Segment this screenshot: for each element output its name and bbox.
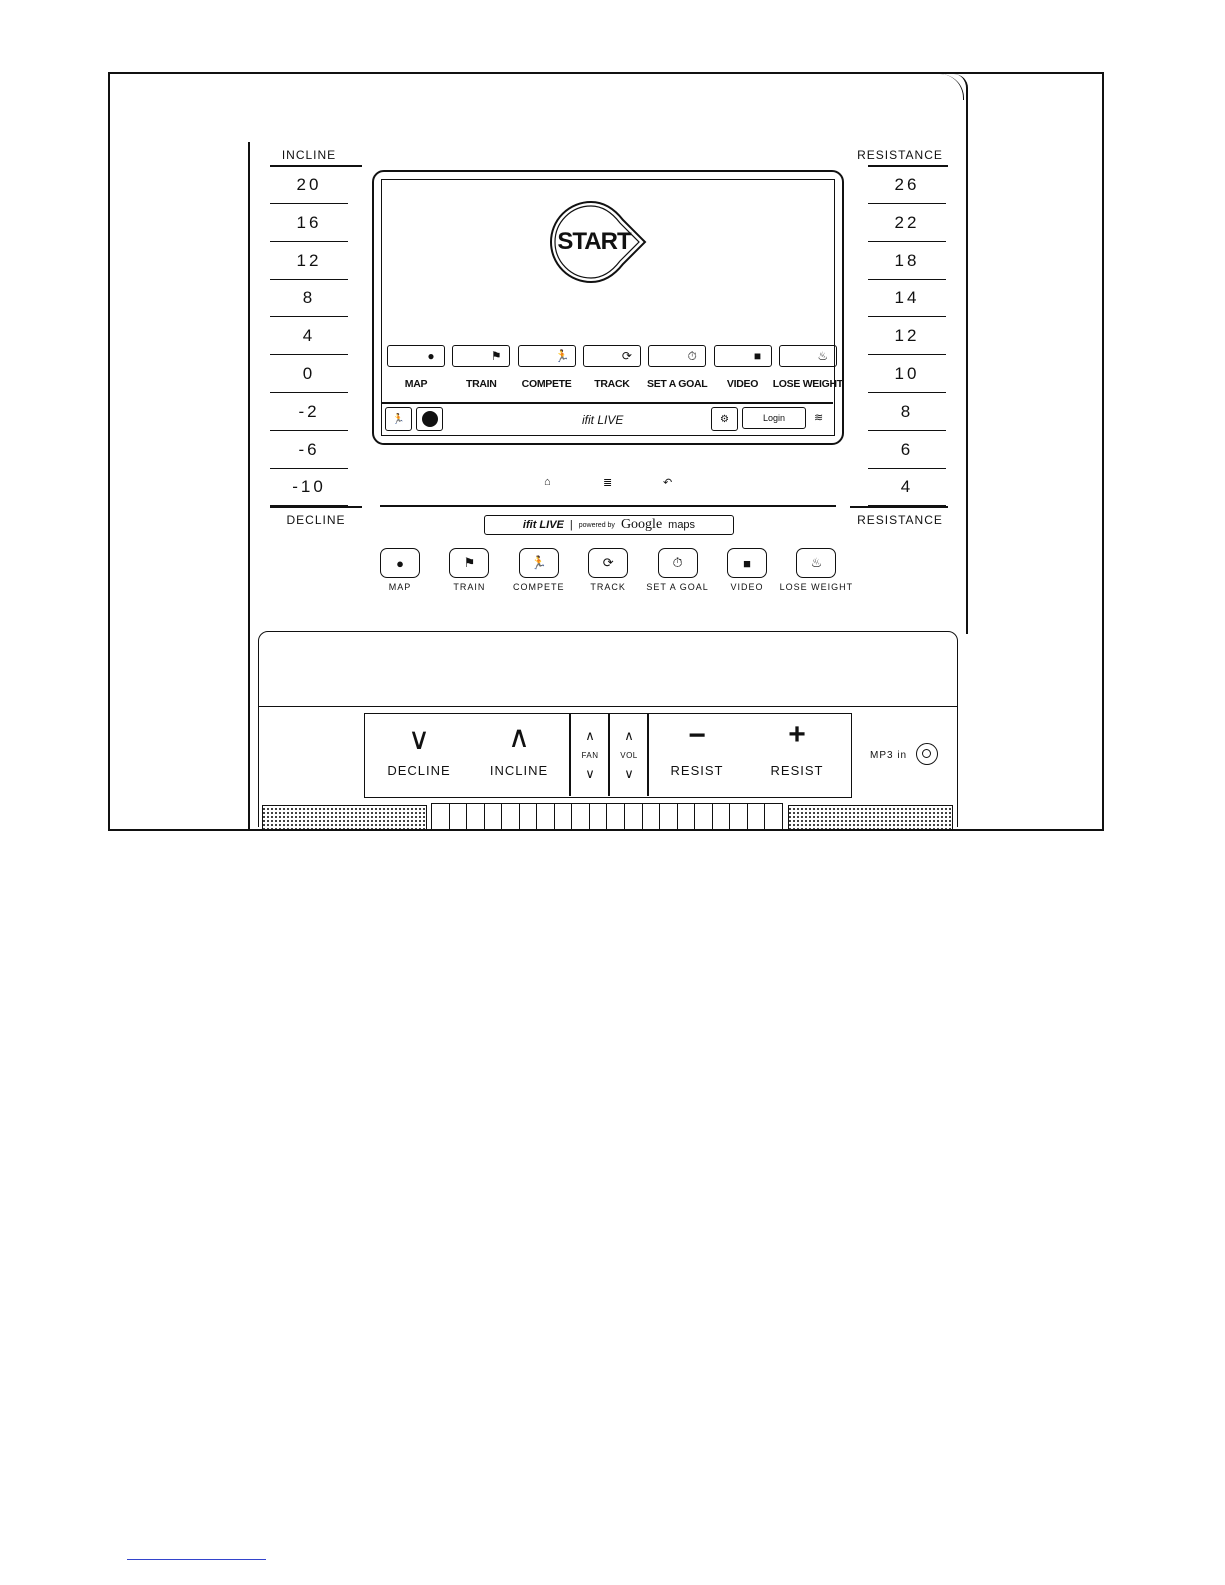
map-pin-icon: ● xyxy=(396,555,404,571)
screen-tile-label: TRACK xyxy=(594,378,630,390)
fan-vents xyxy=(431,803,783,831)
ifit-live-badge-text: ifit LIVE xyxy=(522,519,564,531)
screen-tile-label: COMPETE xyxy=(521,378,572,390)
settings-button[interactable] xyxy=(711,407,738,431)
incline-value: 16 xyxy=(270,205,348,242)
resistance-value: 8 xyxy=(868,394,946,431)
back-icon[interactable]: ↶ xyxy=(663,477,673,489)
screen-tile-label: VIDEO xyxy=(726,378,759,390)
start-button[interactable] xyxy=(549,200,633,284)
ifit-google-maps-badge xyxy=(484,515,734,535)
ifit-live-logo: ifit LIVE xyxy=(582,413,624,427)
stopwatch-icon: ⏱ xyxy=(687,349,697,363)
video-camera-icon: ■ xyxy=(753,349,762,363)
console-divider xyxy=(380,505,836,507)
screen-tile-label: TRAIN xyxy=(466,378,497,390)
globe-button[interactable] xyxy=(416,407,443,431)
key-lose-weight-button[interactable] xyxy=(796,548,836,578)
incline-value: 12 xyxy=(270,243,348,280)
runner-icon: 🏃 xyxy=(530,555,547,570)
console-right-edge xyxy=(954,74,968,634)
ctrl-separator-1 xyxy=(569,714,571,796)
key-train-button[interactable] xyxy=(449,548,489,578)
incline-footer-line xyxy=(270,506,362,508)
decline-footer: DECLINE xyxy=(286,513,346,527)
key-label: TRAIN xyxy=(453,582,486,592)
key-label: VIDEO xyxy=(730,582,764,592)
resistance-value: 6 xyxy=(868,432,946,469)
control-button-box xyxy=(364,713,852,798)
resistance-value: 18 xyxy=(868,243,946,280)
home-icon[interactable]: ⌂ xyxy=(544,476,551,488)
incline-button[interactable]: INCLINE xyxy=(489,763,549,778)
incline-arrow-icon: ∧ xyxy=(508,721,530,754)
footer-underline xyxy=(127,1559,266,1560)
resistance-value: 12 xyxy=(868,318,946,355)
screen-tile-label: MAP xyxy=(404,378,428,390)
screen-tile-lose-weight[interactable] xyxy=(779,345,837,367)
resistance-value: 4 xyxy=(868,469,946,506)
track-arrows-icon: ⟳ xyxy=(602,555,614,570)
video-camera-icon: ■ xyxy=(743,555,751,571)
key-map-button[interactable] xyxy=(380,548,420,578)
key-set-a-goal-button[interactable] xyxy=(658,548,698,578)
mp3-jack-icon[interactable] xyxy=(916,743,938,765)
flame-icon: ♨ xyxy=(817,349,829,363)
volume-up-button[interactable]: ∧ xyxy=(624,728,634,743)
console-left-edge xyxy=(248,142,250,831)
resistance-value: 14 xyxy=(868,280,946,317)
coach-icon: ⚑ xyxy=(463,555,476,570)
resistance-value: 22 xyxy=(868,205,946,242)
map-pin-icon: ● xyxy=(427,349,435,363)
accessory-tray xyxy=(258,631,958,707)
resist-decrease-button[interactable]: RESIST xyxy=(670,763,724,778)
badge-separator: | xyxy=(569,519,573,531)
google-text: Google xyxy=(620,517,663,532)
key-track-button[interactable] xyxy=(588,548,628,578)
volume-down-button[interactable]: ∨ xyxy=(624,766,634,781)
incline-value: 4 xyxy=(270,318,348,355)
globe-icon xyxy=(422,411,438,427)
decline-button[interactable]: DECLINE xyxy=(387,763,451,778)
ctrl-separator-3 xyxy=(647,714,649,796)
key-video-button[interactable] xyxy=(727,548,767,578)
wifi-icon: ≋ xyxy=(814,412,824,424)
fan-down-button[interactable]: ∨ xyxy=(585,766,595,781)
screen-tile-video[interactable] xyxy=(714,345,772,367)
incline-value: 8 xyxy=(270,280,348,317)
track-arrows-icon: ⟳ xyxy=(621,349,632,363)
runner-profile-button[interactable] xyxy=(385,407,412,431)
incline-value: 0 xyxy=(270,356,348,393)
console-diagram-frame xyxy=(108,72,1104,831)
key-label: MAP xyxy=(388,582,412,592)
fan-label: FAN xyxy=(581,751,599,760)
screen-bottom-divider xyxy=(382,402,833,404)
mp3-in-label: MP3 in xyxy=(870,750,908,761)
volume-label: VOL xyxy=(620,751,638,760)
key-compete-button[interactable] xyxy=(519,548,559,578)
runner-icon: 🏃 xyxy=(392,413,405,425)
resistance-footer-line xyxy=(850,506,948,508)
incline-header: INCLINE xyxy=(281,148,337,162)
resistance-value: 10 xyxy=(868,356,946,393)
resist-increase-button[interactable]: RESIST xyxy=(770,763,824,778)
screen-tile-label: SET A GOAL xyxy=(646,378,708,390)
incline-value: 20 xyxy=(270,167,348,204)
screen-tile-set-a-goal[interactable] xyxy=(648,345,706,367)
key-label: TRACK xyxy=(590,582,626,592)
flame-icon: ♨ xyxy=(810,555,823,570)
touch-screen xyxy=(372,170,844,445)
powered-by-text: powered by xyxy=(578,521,615,529)
resistance-footer: RESISTANCE xyxy=(857,513,943,527)
screen-tile-track[interactable] xyxy=(583,345,641,367)
speaker-grille-right xyxy=(788,805,953,831)
key-label: SET A GOAL xyxy=(646,582,709,592)
minus-icon: − xyxy=(688,719,706,752)
login-button[interactable]: Login xyxy=(742,407,806,429)
maps-text: maps xyxy=(668,519,696,531)
resistance-header: RESISTANCE xyxy=(857,148,943,162)
incline-value: -6 xyxy=(270,432,348,469)
resistance-value: 26 xyxy=(868,167,946,204)
key-label: LOSE WEIGHT xyxy=(779,582,854,592)
key-label: COMPETE xyxy=(513,582,565,592)
stopwatch-icon: ⏱ xyxy=(672,555,683,570)
decline-arrow-icon: ∨ xyxy=(408,723,430,756)
screen-tile-label: LOSE WEIGHT xyxy=(772,378,843,390)
screen-tile-compete[interactable] xyxy=(518,345,576,367)
start-label: START xyxy=(557,228,631,255)
fan-up-button[interactable]: ∧ xyxy=(585,728,595,743)
gear-icon: ⚙ xyxy=(720,413,729,425)
menu-icon[interactable]: ≣ xyxy=(603,477,613,489)
screen-tile-map[interactable] xyxy=(387,345,445,367)
ctrl-separator-2 xyxy=(608,714,610,796)
incline-value: -10 xyxy=(270,469,348,506)
screen-tile-train[interactable] xyxy=(452,345,510,367)
plus-icon: + xyxy=(788,718,806,751)
coach-icon: ⚑ xyxy=(490,349,502,363)
incline-value: -2 xyxy=(270,394,348,431)
touch-screen-display xyxy=(381,179,843,436)
runner-icon: 🏃 xyxy=(554,349,570,363)
speaker-grille-left xyxy=(262,805,427,831)
